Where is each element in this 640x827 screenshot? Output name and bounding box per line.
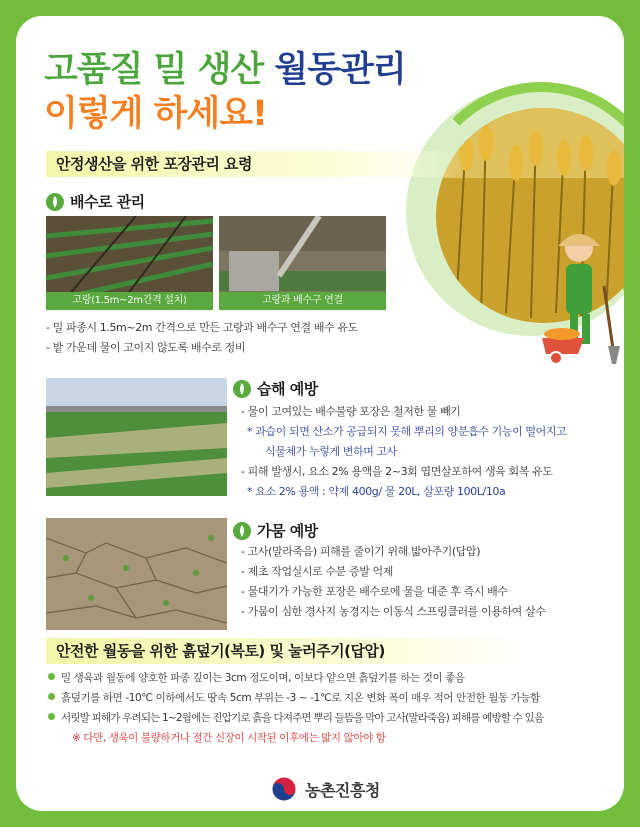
list-item: - 고사(말라죽음) 피해를 줄이기 위해 밟아주기(답압) bbox=[241, 545, 481, 558]
poster-title bbox=[44, 48, 406, 136]
drainage-heading bbox=[46, 191, 145, 212]
wheat-leaf-icon bbox=[46, 193, 64, 211]
drought-title: 가뭄 예방 bbox=[257, 522, 318, 540]
list-item-text: 밀 생육과 월동에 양호한 파종 깊이는 3cm 정도이며, 이보다 얕으면 흙덮기를 하는 것이 좋음 bbox=[61, 672, 465, 684]
list-item: - 제초 작업실시로 수분 증발 억제 bbox=[241, 565, 393, 578]
drain-connection-caption: 고랑과 배수구 연결 bbox=[219, 292, 386, 310]
bullet-dot bbox=[48, 673, 55, 680]
list-item-text: 서릿발 피해가 우려되는 1~2월에는 진압기로 흙을 다져주면 뿌리 들뜸을 막아 고사(말라죽음) 피해를 예방할 수 있음 bbox=[61, 712, 544, 724]
drainage-title: 배수로 관리 bbox=[70, 193, 145, 211]
drainage-bullets bbox=[46, 318, 358, 358]
drought-bullets bbox=[241, 542, 545, 622]
section2-bullets bbox=[48, 668, 543, 748]
taegeuk-icon bbox=[271, 776, 297, 802]
warning-note: ※ 다만, 생육이 불량하거나 절간 신장이 시작된 이후에는 밟지 않아야 함 bbox=[72, 732, 386, 744]
title-part1: 고품질 밀 생산 bbox=[44, 50, 264, 90]
list-item-note: * 요소 2% 용액 : 약제 400g/ 물 20L, 살포량 100L/10a bbox=[247, 485, 506, 498]
wet-field-photo bbox=[46, 378, 227, 496]
farmer-illustration bbox=[534, 226, 624, 366]
furrow-photo bbox=[46, 216, 213, 310]
drain-connection-photo bbox=[219, 216, 386, 310]
title-part2: 월동관리 bbox=[274, 50, 406, 90]
furrow-caption: 고랑(1.5m~2m간격 설치) bbox=[46, 292, 213, 310]
list-item: - 물대기가 가능한 포장은 배수로에 물을 대준 후 즉시 배수 bbox=[241, 585, 508, 598]
wheat-leaf-icon bbox=[233, 380, 251, 398]
poster-card bbox=[16, 16, 624, 811]
section1-heading: 안정생산을 위한 포장관리 요령 bbox=[46, 151, 466, 177]
list-item: - 피해 발생시, 요소 2% 용액을 2~3회 엽면살포하여 생육 회복 유도 bbox=[241, 465, 553, 478]
wet-title: 습해 예방 bbox=[257, 380, 318, 398]
list-item: - 밭 가운데 물이 고이지 않도록 배수로 정비 bbox=[46, 341, 246, 354]
bullet-dot bbox=[48, 693, 55, 700]
list-item bbox=[48, 688, 543, 708]
rda-logo bbox=[271, 776, 380, 802]
title-line2: 이렇게 하세요! bbox=[44, 94, 268, 134]
list-item: - 가뭄이 심한 경사지 농경지는 이동식 스프링클러를 이용하여 살수 bbox=[241, 605, 546, 618]
dry-field-photo bbox=[46, 518, 227, 630]
wet-bullets bbox=[241, 402, 566, 502]
bullet-dot bbox=[48, 713, 55, 720]
list-item bbox=[48, 708, 543, 728]
list-item: - 물이 고여있는 배수불량 포장은 철저한 물 빼기 bbox=[241, 405, 461, 418]
org-name: 농촌진흥청 bbox=[305, 780, 380, 800]
drought-heading bbox=[233, 520, 318, 541]
wheat-leaf-icon bbox=[233, 522, 251, 540]
list-item-note: * 과습이 되면 산소가 공급되지 못해 뿌리의 양분흡수 기능이 떨어지고 bbox=[247, 425, 567, 438]
list-item: - 밀 파종시 1.5m~2m 간격으로 만든 고랑과 배수구 연결 배수 유도 bbox=[46, 321, 358, 334]
list-item-note: 식물체가 누렇게 변하며 고사 bbox=[265, 445, 398, 458]
wet-heading bbox=[233, 378, 318, 399]
section2-heading: 안전한 월동을 위한 흙덮기(복토) 및 눌러주기(답압) bbox=[46, 638, 526, 664]
list-item-text: 흙덮기를 하면 -10℃ 이하에서도 땅속 5cm 부위는 -3 ~ -1℃로 지온 변화 폭이 매우 적어 안전한 월동 가능함 bbox=[61, 692, 540, 704]
list-item bbox=[48, 668, 543, 688]
